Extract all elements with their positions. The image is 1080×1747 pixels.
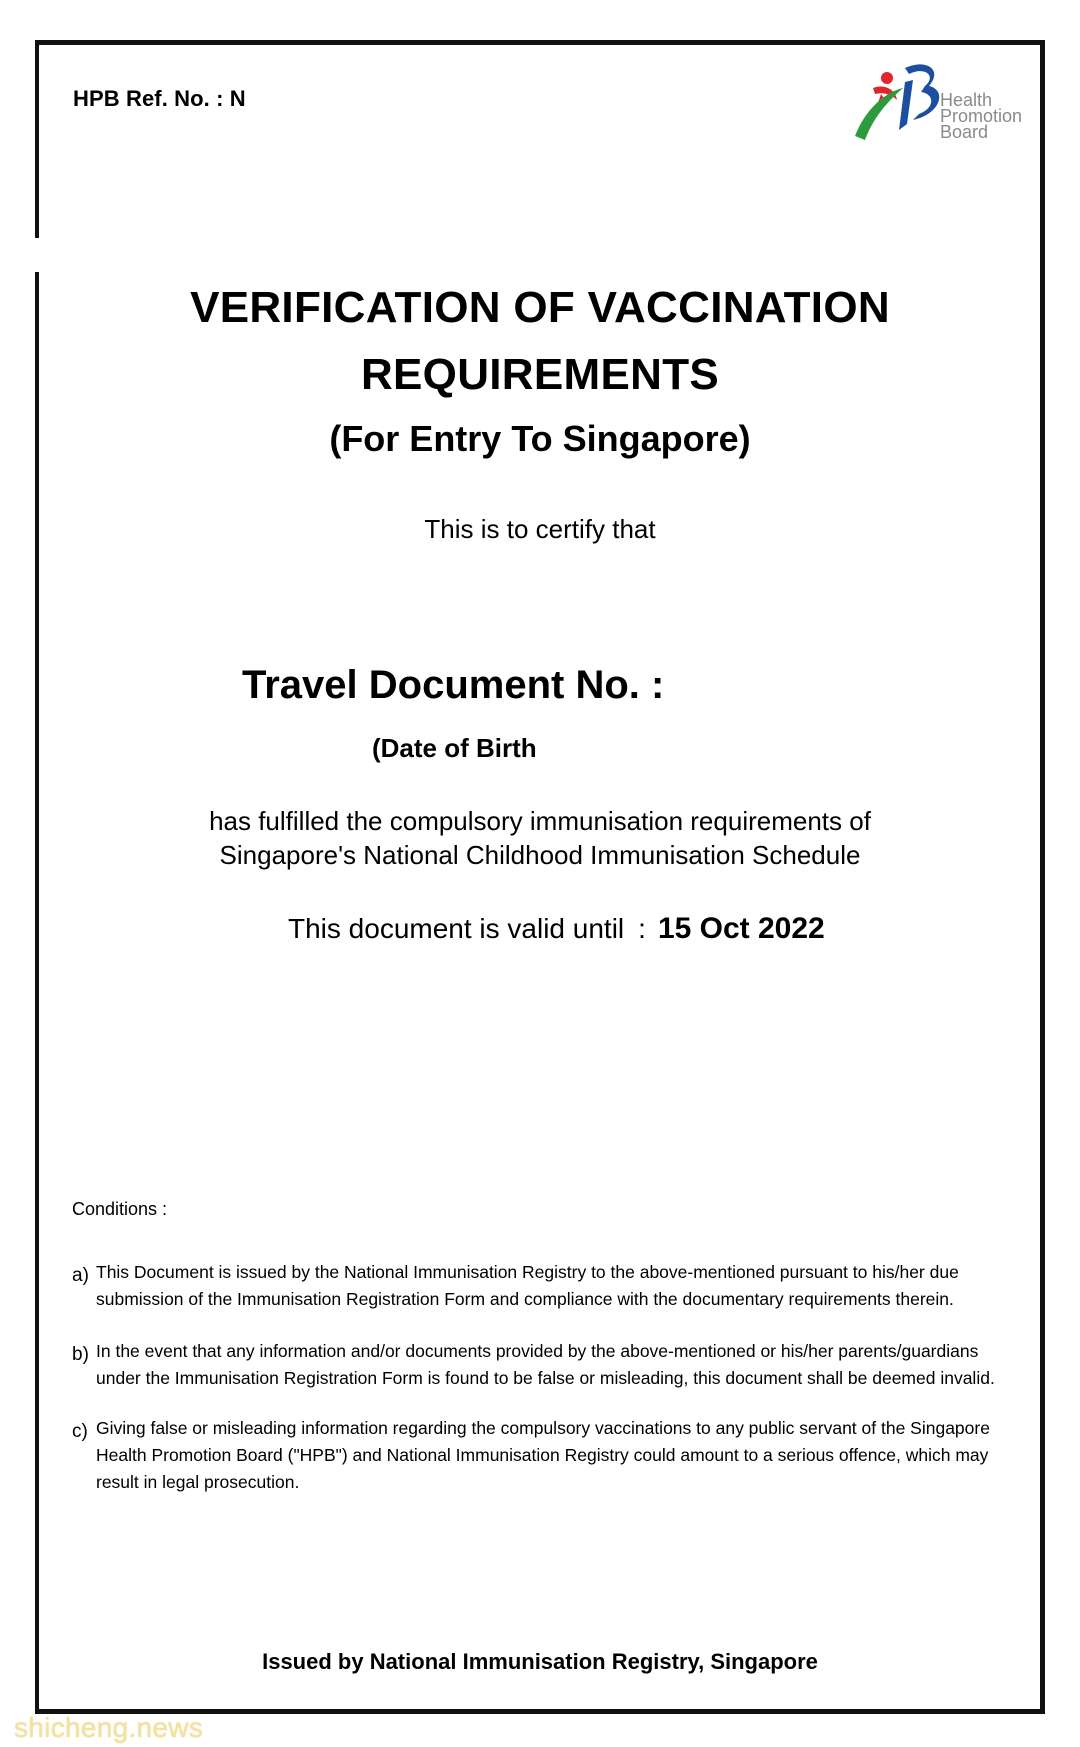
fulfilment-line2: Singapore's National Childhood Immunisation Schedule	[219, 840, 861, 870]
logo-text-health: Health	[940, 90, 993, 110]
fulfilment-line1: has fulfilled the compulsory immunisation requirements of	[209, 806, 871, 836]
document-title-line2: REQUIREMENTS	[360, 350, 720, 399]
watermark: shicheng.news	[14, 1712, 204, 1743]
hpb-logo-text	[940, 92, 1022, 140]
logo-blue-stem	[899, 80, 913, 130]
document-title-line1: VERIFICATION OF VACCINATION	[190, 283, 890, 332]
hpb-ref-number: HPB Ref. No. : N	[73, 86, 246, 111]
document-subtitle: (For Entry To Singapore)	[329, 418, 751, 459]
logo-red-head	[881, 72, 893, 84]
travel-document-number: Travel Document No. :	[242, 663, 665, 707]
document-border-left-top	[35, 40, 39, 238]
validity-date: 15 Oct 2022	[657, 912, 825, 945]
validity-label: This document is valid until	[288, 913, 625, 944]
condition-text: In the event that any information and/or documents provided by the above-mentioned or his/her parents/guardians under the Immunisation Registration Form is found to be false or misleading, this document shall be deemed invalid.	[96, 1341, 995, 1388]
validity-separator: :	[638, 913, 646, 944]
condition-letter: b)	[72, 1344, 89, 1365]
document-border-left-bottom	[35, 272, 39, 1714]
validity-line	[288, 912, 825, 946]
logo-text-board: Board	[940, 122, 989, 142]
condition-letter: c)	[72, 1421, 88, 1442]
fulfilment-statement	[0, 804, 1080, 872]
certify-statement: This is to certify that	[424, 514, 656, 544]
logo-text-promotion: Promotion	[940, 106, 1023, 126]
issued-by: Issued by National Immunisation Registry, Singapore	[262, 1649, 818, 1674]
logo-green-swoosh	[855, 88, 903, 140]
condition-text: This Document is issued by the National Immunisation Registry to the above-mentioned pursuant to his/her due submission of the Immunisation Registration Form and compliance with the documentary requirements therein.	[96, 1262, 959, 1309]
date-of-birth: (Date of Birth	[372, 733, 537, 763]
condition-letter: a)	[72, 1265, 89, 1286]
conditions-heading: Conditions :	[72, 1199, 168, 1219]
condition-text: Giving false or misleading information regarding the compulsory vaccinations to any public servant of the Singapore Health Promotion Board ("HPB") and National Immunisation Registry could amount to a serious offence, which may result in legal prosecution.	[96, 1418, 990, 1492]
